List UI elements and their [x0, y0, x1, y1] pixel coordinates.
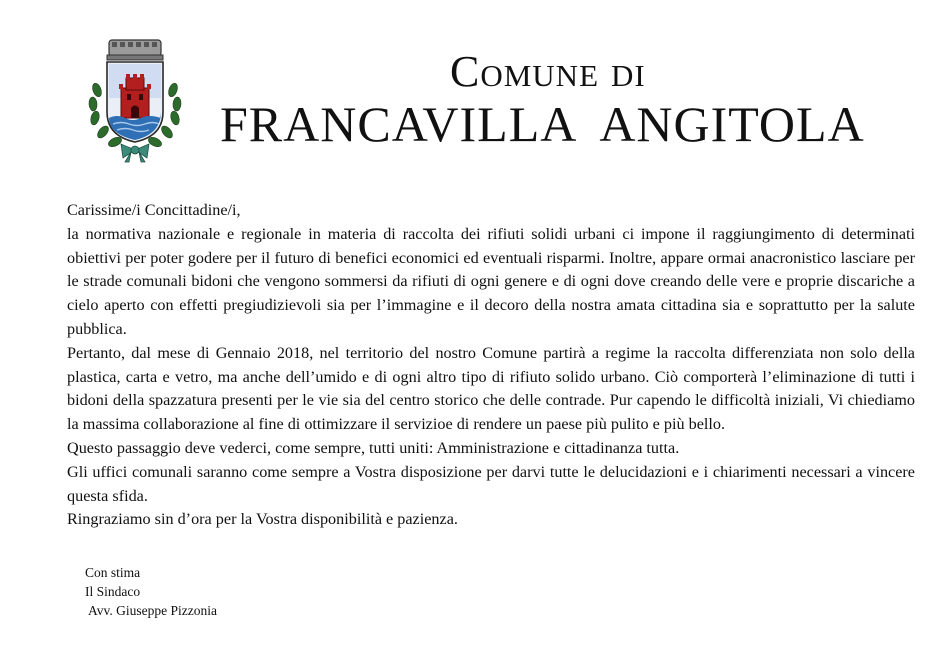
paragraph: Questo passaggio deve vederci, come sempre, tutti uniti: Amministrazione e cittadinanza tutta.: [67, 438, 680, 457]
signature-block: [85, 563, 217, 620]
greeting: Carissime/i Concittadine/i,: [67, 201, 241, 219]
crown-icon: [107, 40, 163, 60]
paragraph: Pertanto, dal mese di Gennaio 2018, nel territorio del nostro Comune partirà a regime la raccolta differenziata non solo della plastica, carta e vetro, ma anche dell’umido e di ogni altro tipo di rifiuto solido urbano. Ciò comporterà l’eliminazione di tutti i bidoni della spazzatura presenti per le vie sia del centro storico che delle contrade. Pur capendo le difficoltà iniziali, Vi chiediamo la massima collaborazione al fine di ottimizzare il servizioe di rendere un paese più pulito e più bello.: [67, 343, 915, 434]
letterhead-line-1: Comune di: [450, 47, 646, 96]
letterhead: [200, 48, 930, 152]
signer-role: Il Sindaco: [85, 584, 141, 599]
signer-name: Avv. Giuseppe Pizzonia: [88, 603, 217, 618]
closing: Con stima: [85, 565, 141, 580]
paragraph: la normativa nazionale e regionale in materia di raccolta dei rifiuti solidi urbani ci impone il raggiungimento di determinati obiettivi per poter godere per il futuro di benefici economici ed eventuali risparmi. Inoltre, appare ormai anacronistico lasciare per le strade comunali bidoni che vengono sommersi da rifiuti di ogni genere e di ogni dove creando delle vere e proprie discariche a cielo aperto con effetti pregiudizievoli sia per l’immagine e il decoro della nostra amata cittadina sia e soprattutto per la salute pubblica.: [67, 224, 915, 338]
letter-body: [67, 199, 915, 532]
paragraph: Ringraziamo sin d’ora per la Vostra disponibilità e pazienza.: [67, 510, 458, 529]
municipal-coat-of-arms-icon: [83, 38, 187, 164]
ribbon-icon: [121, 144, 149, 162]
letterhead-line-2: FRANCAVILLA ANGITOLA: [220, 96, 865, 152]
paragraph: Gli uffici comunali saranno come sempre a Vostra disposizione per darvi tutte le delucidazioni e i chiarimenti necessari a vincere questa sfida.: [67, 462, 915, 505]
